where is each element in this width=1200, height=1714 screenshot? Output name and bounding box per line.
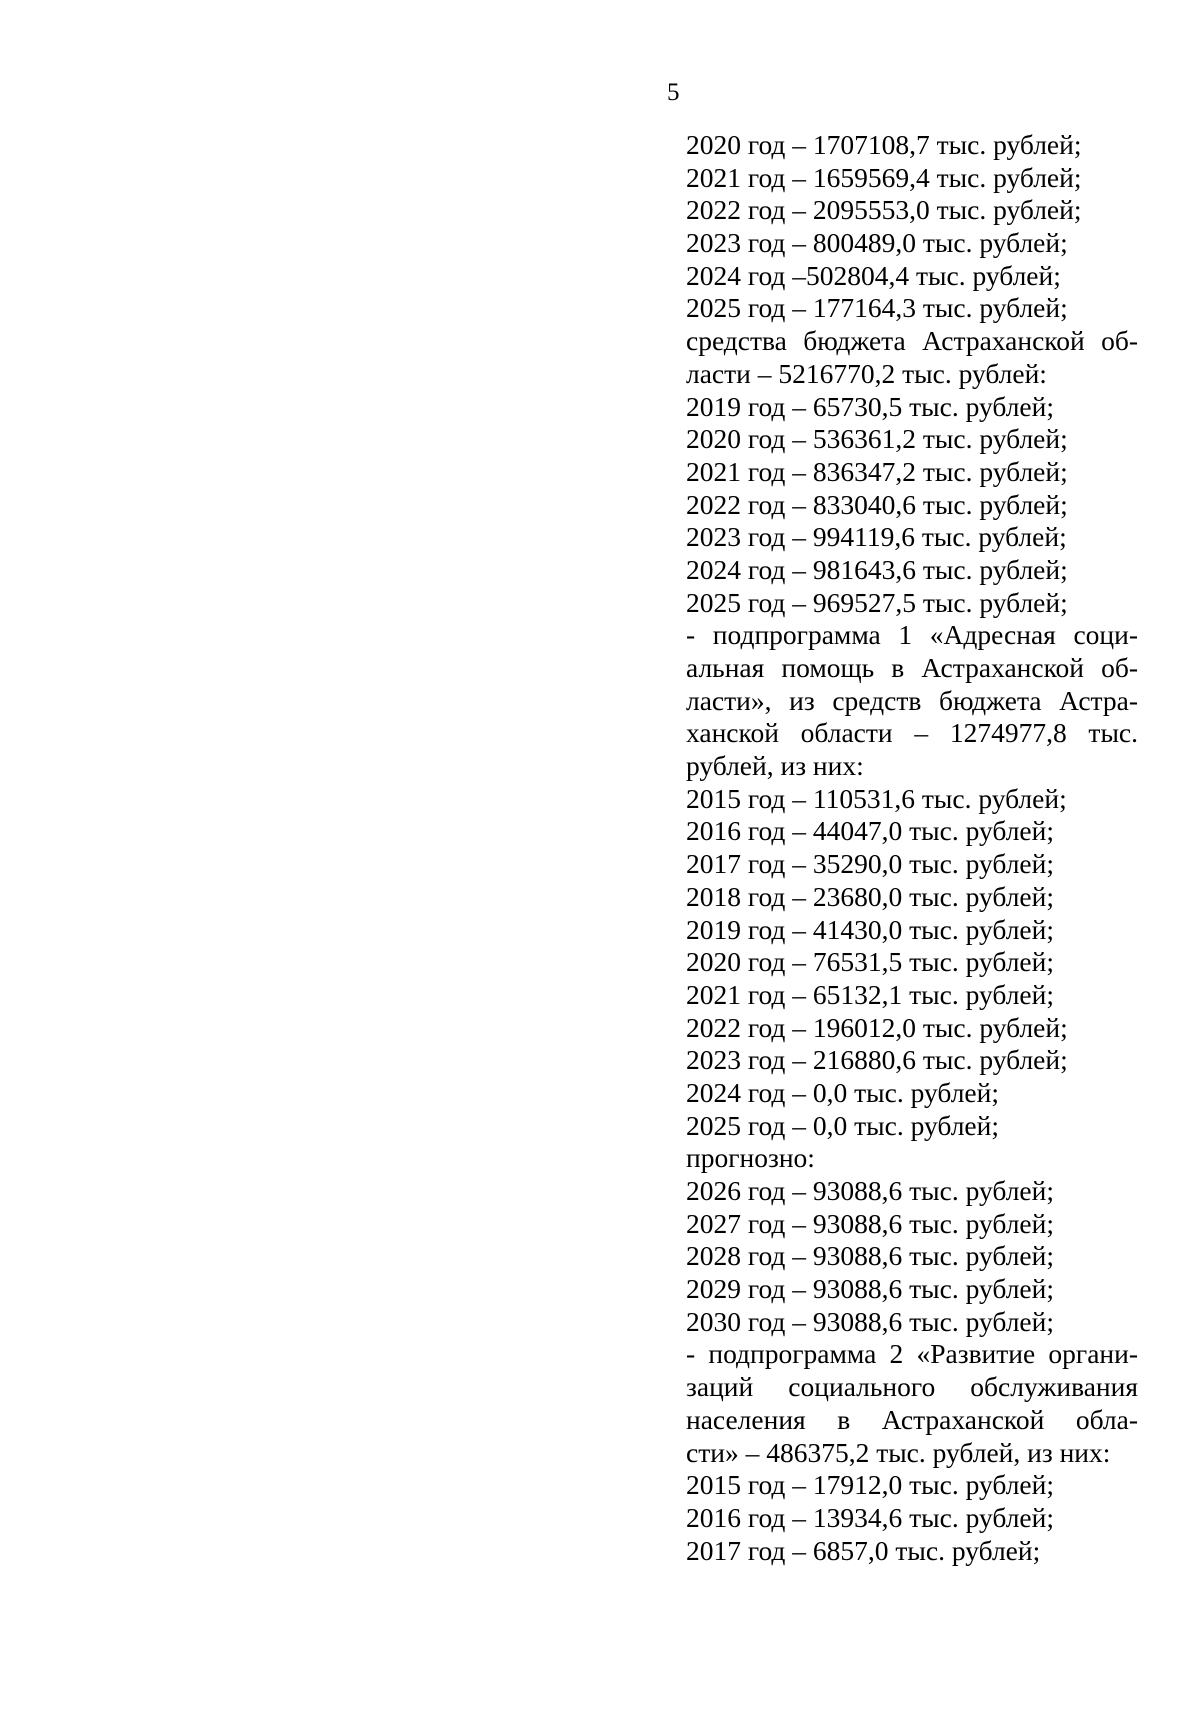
text-line: 2023 год – 216880,6 тыс. рублей; — [686, 1044, 1068, 1076]
text-line: рублей, из них: — [686, 750, 864, 782]
text-line: средства бюджета Астраханской об- — [686, 325, 1138, 357]
text-line: 2024 год –502804,4 тыс. рублей; — [686, 259, 1061, 291]
text-line: ханской области – 1274977,8 тыс. — [686, 717, 1138, 749]
text-line: 2017 год – 35290,0 тыс. рублей; — [686, 848, 1054, 880]
text-line: ласти – 5216770,2 тыс. рублей: — [686, 357, 1047, 389]
text-line: 2027 год – 93088,6 тыс. рублей; — [686, 1207, 1054, 1239]
text-line: 2028 год – 93088,6 тыс. рублей; — [686, 1240, 1054, 1272]
text-line: 2015 год – 110531,6 тыс. рублей; — [686, 782, 1067, 814]
text-line: 2030 год – 93088,6 тыс. рублей; — [686, 1305, 1054, 1337]
text-line: 2029 год – 93088,6 тыс. рублей; — [686, 1273, 1054, 1305]
text-line: сти» – 486375,2 тыс. рублей, из них: — [686, 1436, 1111, 1468]
text-line: 2019 год – 41430,0 тыс. рублей; — [686, 913, 1054, 945]
text-line: 2022 год – 833040,6 тыс. рублей; — [686, 488, 1068, 520]
text-line: 2026 год – 93088,6 тыс. рублей; — [686, 1175, 1054, 1206]
text-line: 2016 год – 13934,6 тыс. рублей; — [686, 1501, 1054, 1533]
text-line: 2020 год – 1707108,7 тыс. рублей; — [686, 129, 1082, 160]
text-line: 2024 год – 981643,6 тыс. рублей; — [686, 553, 1068, 585]
text-line: 2022 год – 196012,0 тыс. рублей; — [686, 1011, 1068, 1043]
text-line: альная помощь в Астраханской об- — [686, 652, 1138, 683]
text-line: ласти», из средств бюджета Астра- — [686, 684, 1138, 716]
body-text-column — [686, 129, 1138, 1567]
text-line: 2024 год – 0,0 тыс. рублей; — [686, 1076, 999, 1108]
text-line: 2021 год – 1659569,4 тыс. рублей; — [686, 161, 1082, 193]
text-line: 2019 год – 65730,5 тыс. рублей; — [686, 390, 1054, 422]
text-line: - подпрограмма 1 «Адресная соци- — [686, 619, 1138, 651]
text-line: 2015 год – 17912,0 тыс. рублей; — [686, 1469, 1054, 1501]
text-line: 2023 год – 800489,0 тыс. рублей; — [686, 227, 1068, 259]
text-line: 2016 год – 44047,0 тыс. рублей; — [686, 815, 1054, 847]
text-line: 2022 год – 2095553,0 тыс. рублей; — [686, 194, 1082, 226]
text-line: 2021 год – 65132,1 тыс. рублей; — [686, 978, 1054, 1010]
text-line: 2025 год – 0,0 тыс. рублей; — [686, 1109, 999, 1141]
text-line: 2023 год – 994119,6 тыс. рублей; — [686, 521, 1067, 553]
text-line: - подпрограмма 2 «Развитие органи- — [686, 1338, 1138, 1370]
text-line: 2025 год – 177164,3 тыс. рублей; — [686, 292, 1068, 324]
text-line: 2021 год – 836347,2 тыс. рублей; — [686, 455, 1068, 487]
page-number: 5 — [667, 79, 680, 106]
text-line: населения в Астраханской обла- — [686, 1403, 1138, 1435]
text-line: 2025 год – 969527,5 тыс. рублей; — [686, 586, 1068, 618]
text-line: 2020 год – 536361,2 тыс. рублей; — [686, 423, 1068, 455]
text-line: 2018 год – 23680,0 тыс. рублей; — [686, 880, 1054, 912]
text-line: 2017 год – 6857,0 тыс. рублей; — [686, 1534, 1041, 1566]
text-line: заций социального обслуживания — [686, 1371, 1138, 1403]
text-line: 2020 год – 76531,5 тыс. рублей; — [686, 946, 1054, 978]
text-line: прогнозно: — [686, 1142, 815, 1174]
